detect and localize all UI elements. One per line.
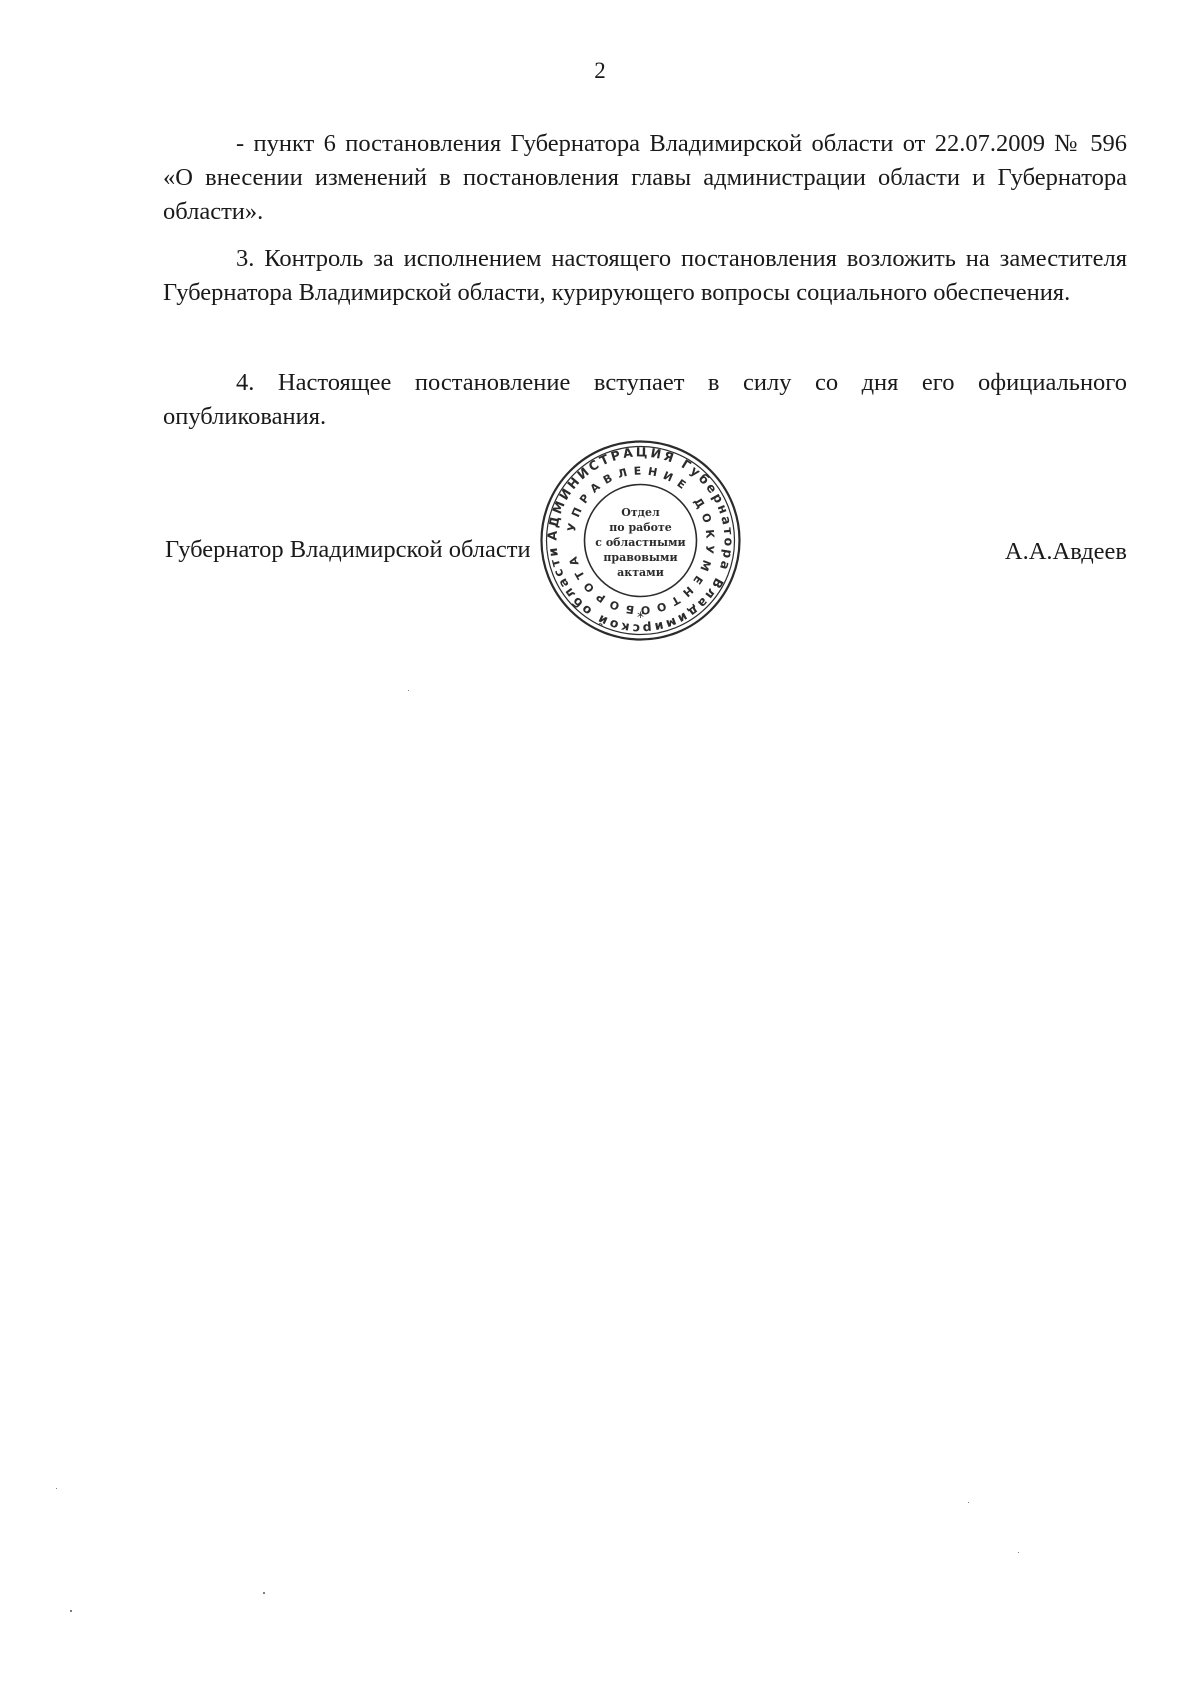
signature-name: А.А.Авдеев (1004, 538, 1127, 565)
stamp-center-line-2: по работе (609, 521, 672, 534)
official-stamp (538, 438, 743, 643)
stamp-center-line-4: правовыми (603, 551, 678, 564)
stamp-center-line-1: Отдел (621, 506, 660, 519)
scan-speck (70, 1610, 72, 1612)
stamp-center-line-5: актами (617, 566, 664, 579)
scan-speck (56, 1488, 57, 1489)
signature-title: Губернатор Владимирской области (165, 536, 531, 563)
stamp-star: * (637, 610, 644, 626)
scan-speck (968, 1502, 969, 1503)
page-number: 2 (594, 58, 606, 83)
paragraph-3-control: 3. Контроль за исполнением настоящего постановления возложить на заместителя Губернатора Владимирской области, курирующего вопросы социального обеспечения. (163, 245, 1127, 306)
scan-speck (263, 1592, 265, 1594)
paragraph-4-effective: 4. Настоящее постановление вступает в силу со дня его официального опубликования. (163, 369, 1127, 430)
stamp-center-line-3: с областными (595, 536, 686, 549)
paragraph-clause-6: - пункт 6 постановления Губернатора Владимирской области от 22.07.2009 № 596 «О внесении изменений в постановления главы администрации области и Губернатора области». (163, 130, 1127, 225)
stamp-outer-ring-text: АДМИНИСТРАЦИЯ Губернатора Владимирской области (544, 444, 737, 637)
scan-speck (1018, 1552, 1019, 1553)
scan-speck (408, 690, 409, 691)
stamp-inner-ring-text: УПРАВЛЕНИЕ ДОКУМЕНТООБОРОТА (565, 464, 717, 617)
